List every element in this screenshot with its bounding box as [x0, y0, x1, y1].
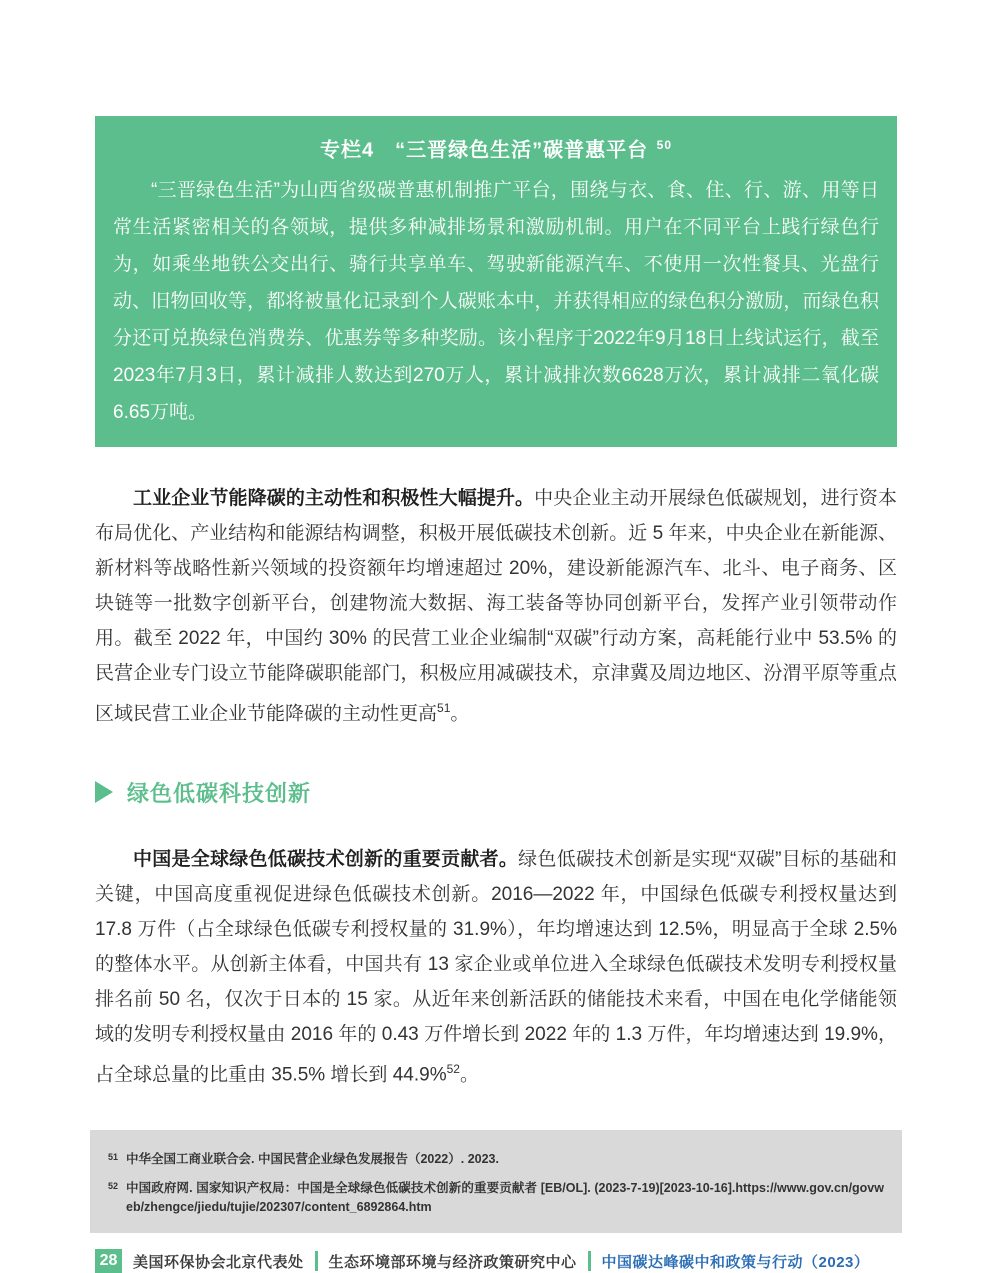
footer-org-2: 生态环境部环境与经济政策研究中心: [328, 1253, 577, 1271]
footnotes-box: [90, 1130, 902, 1233]
footer-report-title: 中国碳达峰碳中和政策与行动（2023）: [601, 1253, 870, 1271]
footnote-ref-52: 52: [446, 1061, 460, 1076]
footnote-52: [106, 1179, 884, 1217]
feature-box: [95, 116, 897, 447]
footnote-number: 52: [108, 1181, 119, 1192]
section-title: 绿色低碳科技创新: [127, 780, 312, 806]
paragraph-body-text: 中央企业主动开展绿色低碳规划，进行资本布局优化、产业结构和能源结构调整，积极开展低碳技术创新。近 5 年来，中央企业在新能源、新材料等战略性新兴领域的投资额年均增速超过 20%，建设新能源汽车、北斗、电子商务、区块链等一批数字创新平台，创建物流大数据、海工装备等协同创新平台，发挥产业引领带动作用。截至 2022 年，中国约 30% 的民营工业企业编制“双碳”行动方案，高耗能行业中 53.5% 的民营企业专门设立节能降碳职能部门，积极应用减碳技术，京津冀及周边地区、汾渭平原等重点区域民营工业企业节能降碳的主动性更高: [95, 487, 897, 724]
paragraph-lead-bold: 中国是全球绿色低碳技术创新的重要贡献者。: [133, 848, 519, 870]
footnote-51: [106, 1150, 884, 1169]
paragraph-body-text: 绿色低碳技术创新是实现“双碳”目标的基础和关键，中国高度重视促进绿色低碳技术创新。2016—2022 年，中国绿色低碳专利授权量达到 17.8 万件（占全球绿色低碳专利授权量的 31.9%），年均增速达到 12.5%，明显高于全球 2.5% 的整体水平。从创新主体看，中国共有 13 家企业或单位进入全球绿色低碳技术发明专利授权量排名前 50 名，仅次于日本的 15 家。从近年来创新活跃的储能技术来看，中国在电化学储能领域的发明专利授权量由 2016 年的 0.43 万件增长到 2022 年的 1.3 万件，年均增速达到 19.9%，占全球总量的比重由 35.5% 增长到 44.9%: [95, 848, 897, 1086]
feature-box-title-text: 专栏4 “三晋绿色生活”碳普惠平台: [319, 139, 655, 162]
paragraph-lead-bold: 工业企业节能降碳的主动性和积极性大幅提升。: [133, 487, 535, 509]
footnote-number: 51: [108, 1152, 119, 1163]
paragraph-tail: 。: [459, 1064, 479, 1086]
triangle-marker-icon: [95, 781, 113, 803]
section-header-green-tech: [95, 777, 897, 808]
footnote-ref-51: 51: [437, 700, 451, 715]
footer-divider: [588, 1251, 591, 1271]
feature-box-body: “三晋绿色生活”为山西省级碳普惠机制推广平台，围绕与衣、食、住、行、游、用等日常生活紧密相关的各领域，提供多种减排场景和激励机制。用户在不同平台上践行绿色行为，如乘坐地铁公交出行、骑行共享单车、驾驶新能源汽车、不使用一次性餐具、光盘行动、旧物回收等，都将被量化记录到个人碳账本中，并获得相应的绿色积分激励，而绿色积分还可兑换绿色消费券、优惠券等多种奖励。该小程序于2022年9月18日上线试运行，截至2023年7月3日，累计减排人数达到270万人，累计减排次数6628万次，累计减排二氧化碳6.65万吨。: [113, 179, 879, 423]
feature-box-title: [113, 130, 879, 166]
page-number-badge: 28: [95, 1249, 122, 1273]
footnote-text: 中国政府网. 国家知识产权局：中国是全球绿色低碳技术创新的重要贡献者 [EB/OL]. (2023-7-19)[2023-10-16].https://www.gov.cn/govweb/zhengce/jiedu/tujie/202307/content_6892864.htm: [126, 1181, 884, 1215]
footer-org-1: 美国环保协会北京代表处: [133, 1253, 304, 1271]
paragraph-tail: 。: [450, 702, 470, 724]
footer-divider: [315, 1251, 318, 1271]
paragraph-industrial-enterprises: [95, 481, 897, 731]
page-footer: [95, 1249, 897, 1273]
footnote-ref-50: 50: [656, 138, 673, 152]
paragraph-innovation: [95, 842, 897, 1092]
footnote-text: 中华全国工商业联合会. 中国民营企业绿色发展报告（2022）. 2023.: [126, 1152, 499, 1167]
